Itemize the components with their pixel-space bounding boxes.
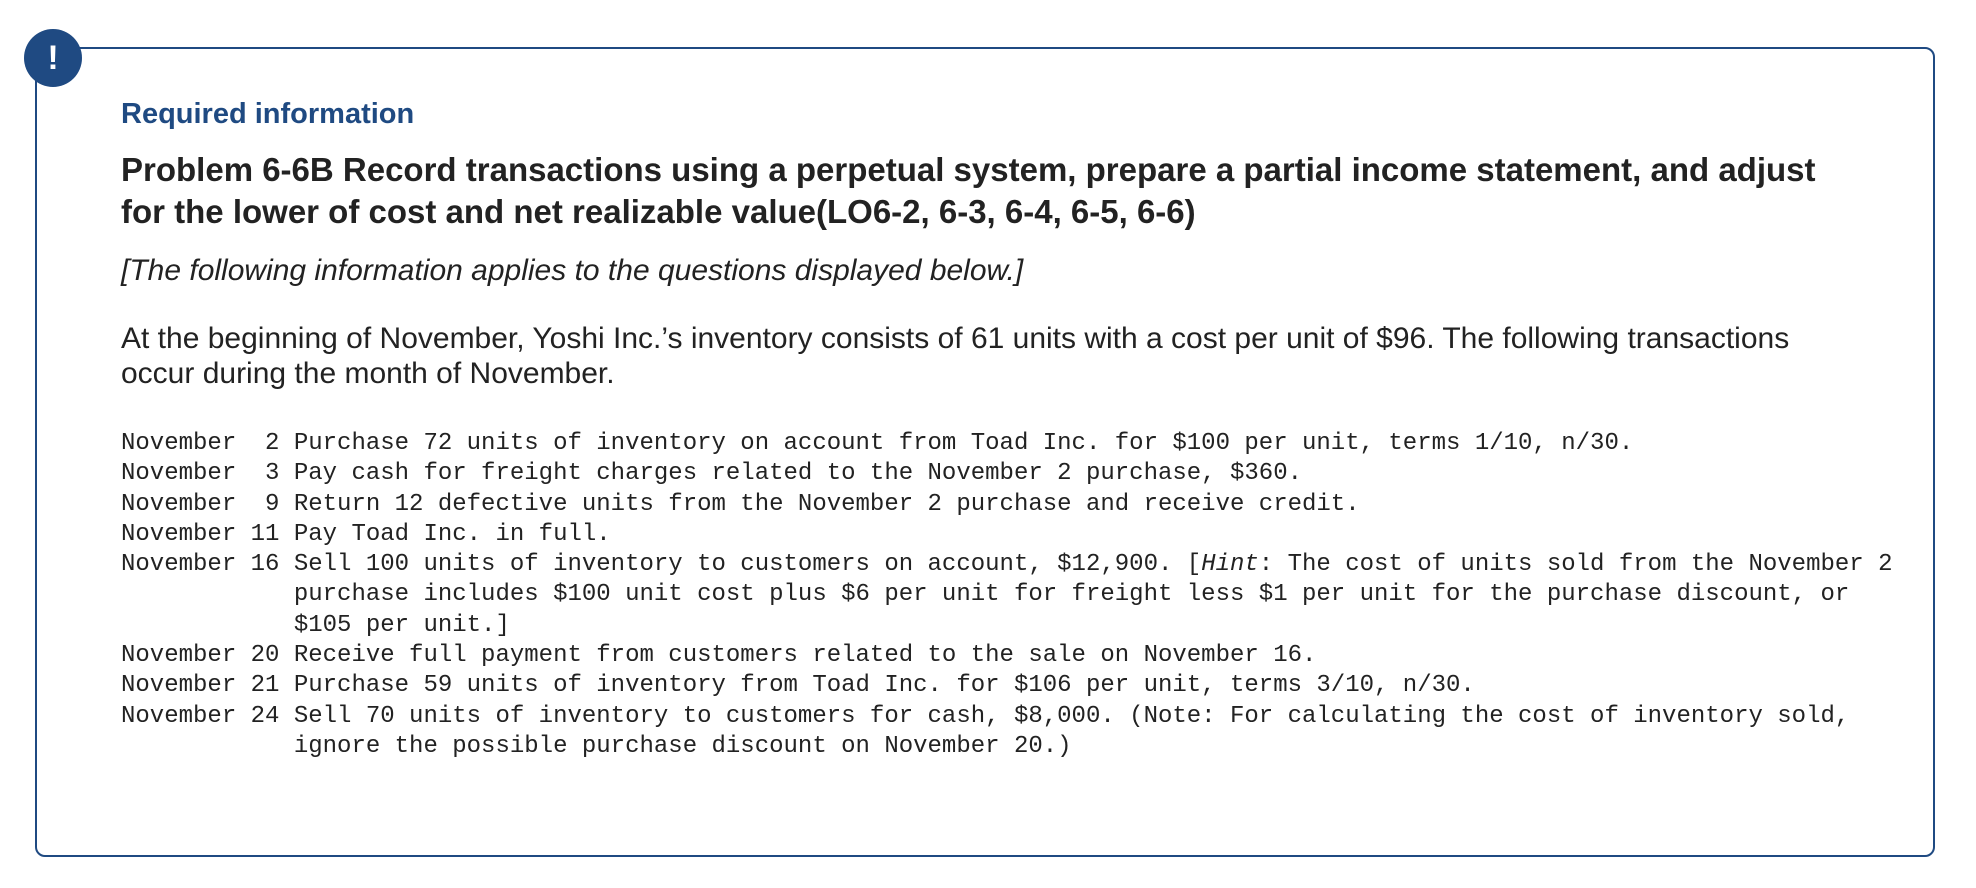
exclamation-icon: ! [24, 29, 82, 87]
transaction-description: Receive full payment from customers related to the sale on November 16. [293, 642, 1317, 670]
panel-content [121, 93, 1901, 762]
transaction-description: Sell 70 units of inventory to customers for cash, $8,000. (Note: For calculating the cost of inventory sold, ignore the possible purchase discount on November 20.) [293, 702, 1850, 760]
transaction-description: Purchase 72 units of inventory on account from Toad Inc. for $100 per unit, terms 1/10, n/30. [293, 430, 1634, 457]
transaction-date: November 2 [121, 430, 294, 457]
transaction-list [121, 429, 1901, 762]
transaction-row [121, 702, 1901, 763]
transaction-date: November 16 [121, 551, 294, 579]
hint-label: Hint [1201, 551, 1259, 579]
transaction-description [294, 550, 1901, 641]
transaction-row [121, 671, 1901, 701]
transaction-row [121, 550, 1901, 641]
transaction-description: Purchase 59 units of inventory from Toad Inc. for $106 per unit, terms 3/10, n/30. [293, 672, 1475, 700]
transaction-row [121, 459, 1901, 489]
transaction-row [121, 490, 1901, 520]
transaction-description: Pay Toad Inc. in full. [293, 520, 611, 548]
transaction-row [121, 429, 1901, 459]
transaction-date: November 20 [121, 642, 294, 670]
transaction-date: November 11 [121, 520, 294, 548]
required-info-panel [35, 47, 1935, 857]
transaction-description: Return 12 defective units from the November 2 purchase and receive credit. [293, 490, 1360, 518]
transaction-date: November 21 [121, 672, 294, 700]
problem-title: Problem 6-6B Record transactions using a perpetual system, prepare a partial income statement, and adjust for the lower of cost and net realizable value(LO6-2, 6-3, 6-4, 6-5, 6-6) [121, 151, 1816, 230]
intro-paragraph: At the beginning of November, Yoshi Inc.’s inventory consists of 61 units with a cost per unit of $96. The following transactions occur during the month of November. [121, 322, 1790, 390]
required-info-heading: Required information [121, 98, 415, 130]
transaction-row [121, 520, 1901, 550]
transaction-description-part: Sell 100 units of inventory to customers on account, $12,900. [ [293, 551, 1202, 579]
transaction-date: November 24 [121, 702, 294, 730]
transaction-date: November 9 [121, 490, 294, 518]
applies-note: [The following information applies to the questions displayed below.] [121, 254, 1024, 287]
transaction-date: November 3 [121, 460, 294, 488]
transaction-description-part: : The cost of units sold from the November 2 purchase includes $100 unit cost plus $6 per unit for freight less $1 per unit for the purchase discount, or $105 per unit.] [293, 551, 1893, 639]
transaction-row [121, 641, 1901, 671]
transaction-description: Pay cash for freight charges related to the November 2 purchase, $360. [293, 460, 1302, 488]
